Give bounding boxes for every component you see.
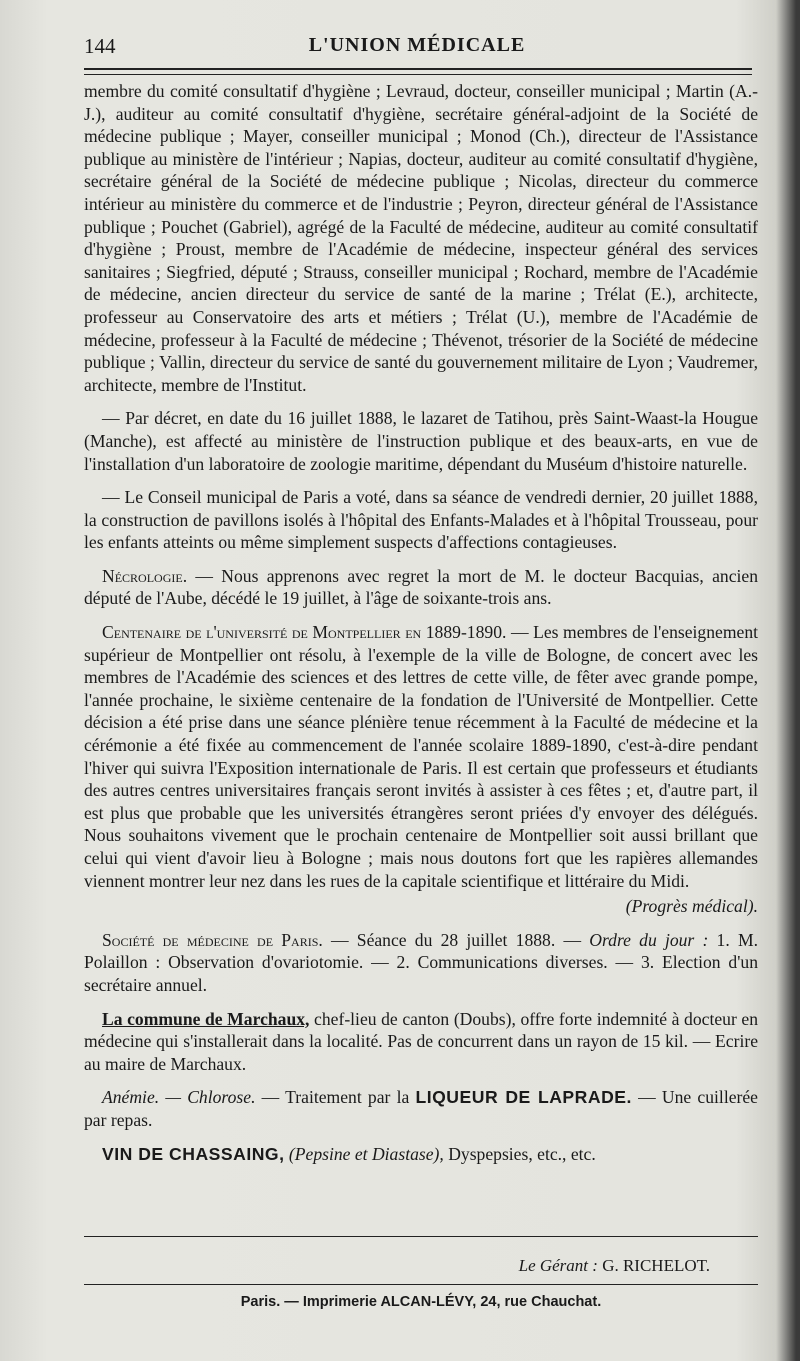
- running-title: L'UNION MÉDICALE: [308, 34, 526, 56]
- ad-laprade-italic: Anémie. — Chlorose.: [102, 1087, 256, 1108]
- necrology-text: — Nous apprenons avec regret la mort de M. le docteur Bacquias, ancien député de l'Aube, décédé le 19 juillet, à l'âge de soixante-trois ans.: [84, 565, 758, 609]
- ad-chassaing-product: VIN DE CHASSAING,: [102, 1143, 285, 1164]
- gerant-signature: [84, 1256, 710, 1276]
- ad-marchaux-title: La commune de Marchaux,: [102, 1008, 310, 1029]
- page-header: [84, 30, 750, 64]
- paragraph-necrology: [84, 565, 758, 610]
- societe-label: Société de médecine de Paris.: [102, 929, 323, 950]
- paragraph-municipal-council: — Le Conseil municipal de Paris a voté, dans sa séance de vendredi dernier, 20 juillet 1888, la construction de pavillons isolés à l'hôpital des Enfants-Malades et à l'hôpital Trousseau, pour les enfants atteints ou même simplement suspects d'affections contagieuses.: [84, 487, 758, 553]
- societe-text-b: 1. M. Polaillon : Observation d'ovariotomie. — 2. Communications diverses. — 3. Election d'un secrétaire annuel.: [84, 929, 758, 995]
- ad-laprade-text: — Traitement par la: [255, 1087, 416, 1108]
- ad-laprade-product: LIQUEUR DE LAPRADE.: [415, 1087, 632, 1108]
- ad-laprade-tail: — Une cuillerée par repas.: [84, 1087, 758, 1130]
- societe-text-a: — Séance du 28 juillet 1888. —: [322, 929, 590, 950]
- paragraph-committee-members: membre du comité consultatif d'hygiène ; Levraud, docteur, conseiller municipal ; Martin (A.-J.), auditeur au comité consultatif d'hygiène, secrétaire général-adjoint de la Société de médecine publique ; Mayer, conseiller municipal ; Monod (Ch.), directeur de l'Assistance publique au ministère de l'intérieur ; Napias, docteur, auditeur au comité consultatif d'hygiène, secrétaire général de la Société de médecine publique ; Nicolas, directeur du commerce intérieur au ministère du commerce et de l'industrie ; Peyron, directeur général de l'Assistance publique ; Pouchet (Gabriel), agrégé de la Faculté de médecine, auditeur au comité consultatif d'hygiène ; Proust, membre de l'Académie de médecine, inspecteur général des services sanitaires ; Siegfried, député ; Strauss, conseiller municipal ; Rochard, membre de l'Académie de médecine, ancien directeur du service de santé de la marine ; Trélat (E.), architecte, professeur au Conservatoire des arts et métiers ; Trélat (U.), membre de l'Académie de médecine, professeur à la Faculté de médecine ; Thévenot, trésorier de la Société de médecine publique ; Vallin, directeur du service de santé du gouvernement militaire de Lyon ; Vaudremer, architecte, membre de l'Institut.: [84, 81, 758, 395]
- ad-chassaing: [84, 1143, 758, 1166]
- centenary-source: (Progrès médical).: [625, 896, 758, 917]
- paragraph-centenary: [84, 621, 758, 892]
- footer-rule-bottom: [84, 1284, 758, 1285]
- ordre-du-jour: Ordre du jour :: [589, 929, 709, 950]
- centenary-text: — Les membres de l'enseignement supérieur de Montpellier ont résolu, à l'exemple de la ville de Bologne, de concert avec les membres de l'Académie des sciences et des lettres de cette ville, de fêter avec grande pompe, l'année prochaine, le sixième centenaire de la fondation de l'Université de Montpellier. Cette décision a été prise dans une séance plénière tenue récemment à la Faculté de médecine et la cérémonie a été fixée au commencement de l'année scolaire 1889-1890, c'est-à-dire pendant l'hiver qui suivra l'Exposition internationale de Paris. Il est certain que professeurs et étudiants des autres centres universitaires français seront invités à assister à ces fêtes ; et, d'autre part, il est plus que probable que les universités étrangères seront priées d'y envoyer des délégués. Nous souhaitons vivement que le prochain centenaire de Montpellier soit aussi brillant que celui qui vient d'avoir lieu à Bologne ; mais nous doutons fort que les rapières allemandes viennent montrer leur nez dans les rues de la capitale scientifique et littéraire du Midi.: [84, 622, 759, 891]
- footer-rule-top: [84, 1236, 758, 1237]
- gerant-name: G. RICHELOT.: [597, 1256, 710, 1275]
- article-body: [84, 80, 758, 1176]
- necrology-label: Nécrologie.: [102, 565, 188, 586]
- ad-chassaing-tail: Dyspepsies, etc., etc.: [443, 1143, 596, 1164]
- paragraph-societe-medecine: [84, 929, 758, 997]
- printer-imprint: Paris. — Imprimerie ALCAN-LÉVY, 24, rue Chauchat.: [240, 1294, 602, 1310]
- ad-marchaux-text: chef-lieu de canton (Doubs), offre forte indemnité à docteur en médecine qui s'installerait dans la localité. Pas de concurrent dans un rayon de 15 kil. — Ecrire au maire de Marchaux.: [84, 1008, 758, 1074]
- ad-chassaing-italic: (Pepsine et Diastase),: [284, 1143, 444, 1164]
- page-number: 144: [84, 34, 116, 58]
- ad-marchaux: [84, 1008, 758, 1076]
- ad-laprade: [84, 1086, 758, 1131]
- centenary-label: Centenaire de l'université de Montpellier en 1889-1890.: [102, 622, 507, 643]
- paragraph-tatihou-decree: — Par décret, en date du 16 juillet 1888, le lazaret de Tatihou, près Saint-Waast-la Hougue (Manche), est affecté au ministère de l'instruction publique et des beaux-arts, en vue de l'installation d'un laboratoire de zoologie maritime, dépendant du Muséum d'histoire naturelle.: [84, 408, 758, 474]
- header-rule: [84, 68, 752, 75]
- gerant-label: Le Gérant :: [518, 1256, 598, 1275]
